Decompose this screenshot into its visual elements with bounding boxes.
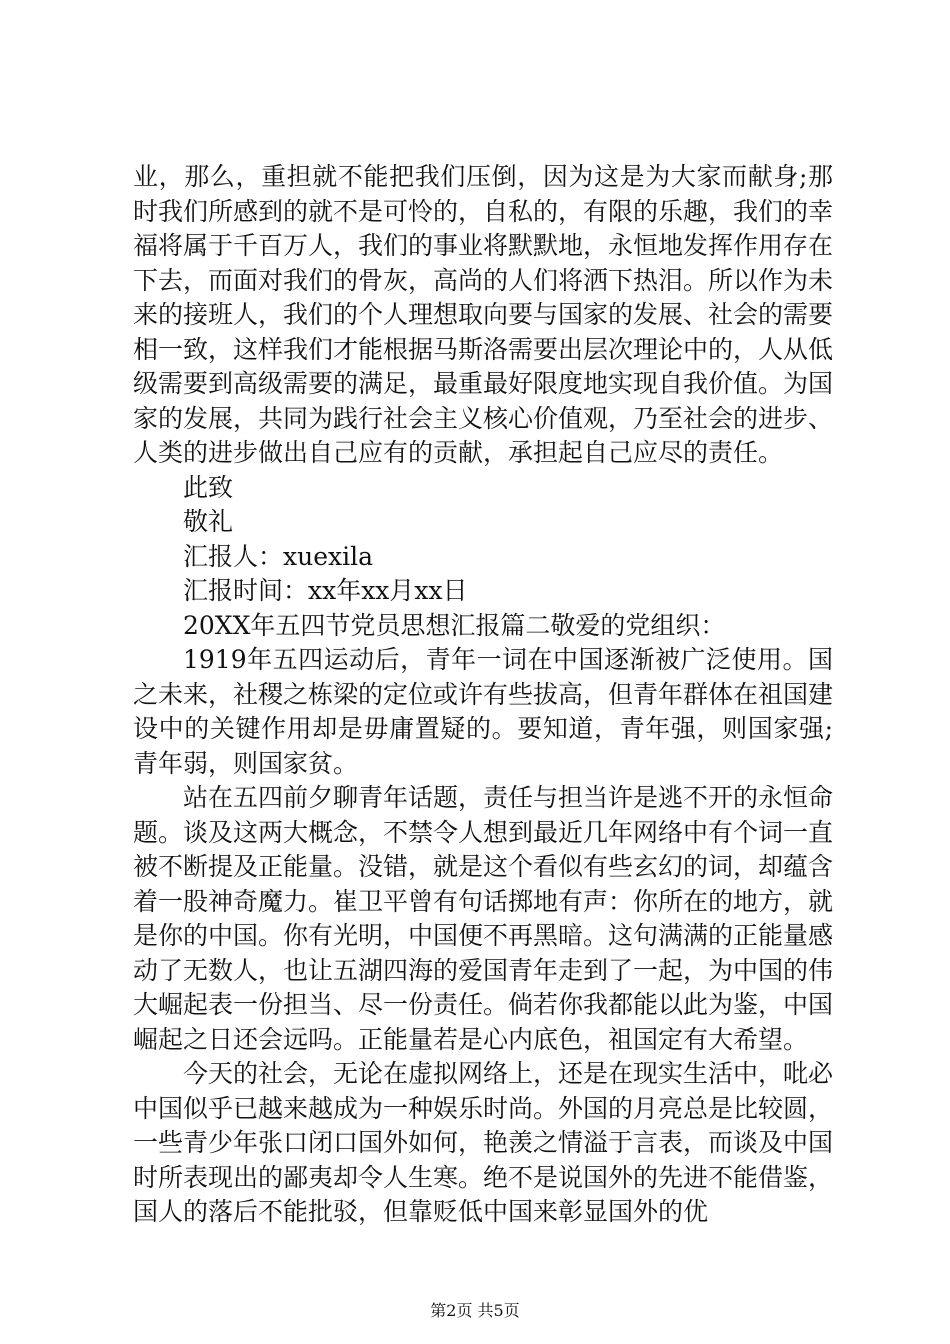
report-date-line: 汇报时间：xx年xx月xx日 [183, 576, 468, 605]
document-body [133, 160, 833, 1230]
paragraph-may-fourth: 1919年五四运动后，青年一词在中国逐渐被广泛使用。国之未来，社稷之栋梁的定位或许有些拔高，但青年群体在祖国建设中的关键作用却是毋庸置疑的。要知道，青年强，则国家强;青年弱，则国家贫。 [133, 645, 834, 778]
page-number-footer: 第2页 共5页 [430, 1301, 520, 1320]
paragraph-society-today: 今天的社会，无论在虚拟网络上，还是在现实生活中，吡必中国似乎已越来越成为一种娱乐时尚。外国的月亮总是比较圆，一些青少年张口闭口国外如何，艳羡之情溢于言表，而谈及中国时所表现出的鄙夷却令人生寒。绝不是说国外的先进不能借鉴，国人的落后不能批驳，但靠贬低中国来彰显国外的优 [133, 1059, 834, 1226]
paragraph-1: 业，那么，重担就不能把我们压倒，因为这是为大家而献身;那时我们所感到的就不是可怜的，自私的，有限的乐趣，我们的幸福将属于千百万人，我们的事业将默默地，永恒地发挥作用存在下去，而面对我们的骨灰，高尚的人们将洒下热泪。所以作为未来的接班人，我们的个人理想取向要与国家的发展、社会的需要相一致，这样我们才能根据马斯洛需要出层次理论中的，人从低级需要到高级需要的满足，最重最好限度地实现自我价值。为国家的发展，共同为践行社会主义核心价值观，乃至社会的进步、人类的进步做出自己应有的贡献，承担起自己应尽的责任。 [133, 162, 834, 467]
closing-salutation-cizhi: 此致 [183, 472, 234, 502]
reporter-line: 汇报人：xuexila [183, 541, 373, 571]
closing-salutation-jingli: 敬礼 [183, 507, 234, 536]
section-heading-part-two: 20XX年五四节党员思想汇报篇二敬爱的党组织： [183, 610, 726, 640]
paragraph-positive-energy: 站在五四前夕聊青年话题，责任与担当许是逃不开的永恒命题。谈及这两大概念，不禁令人想到最近几年网络中有个词一直被不断提及正能量。没错，就是这个看似有些玄幻的词，却蕴含着一股神奇魔力。崔卫平曾有句话掷地有声：你所在的地方，就是你的中国。你有光明，中国便不再黑暗。这句满满的正能量感动了无数人，也让五湖四海的爱国青年走到了一起，为中国的伟大崛起表一份担当、尽一份责任。倘若你我都能以此为鉴，中国崛起之日还会远吗。正能量若是心内底色，祖国定有大希望。 [133, 783, 834, 1054]
